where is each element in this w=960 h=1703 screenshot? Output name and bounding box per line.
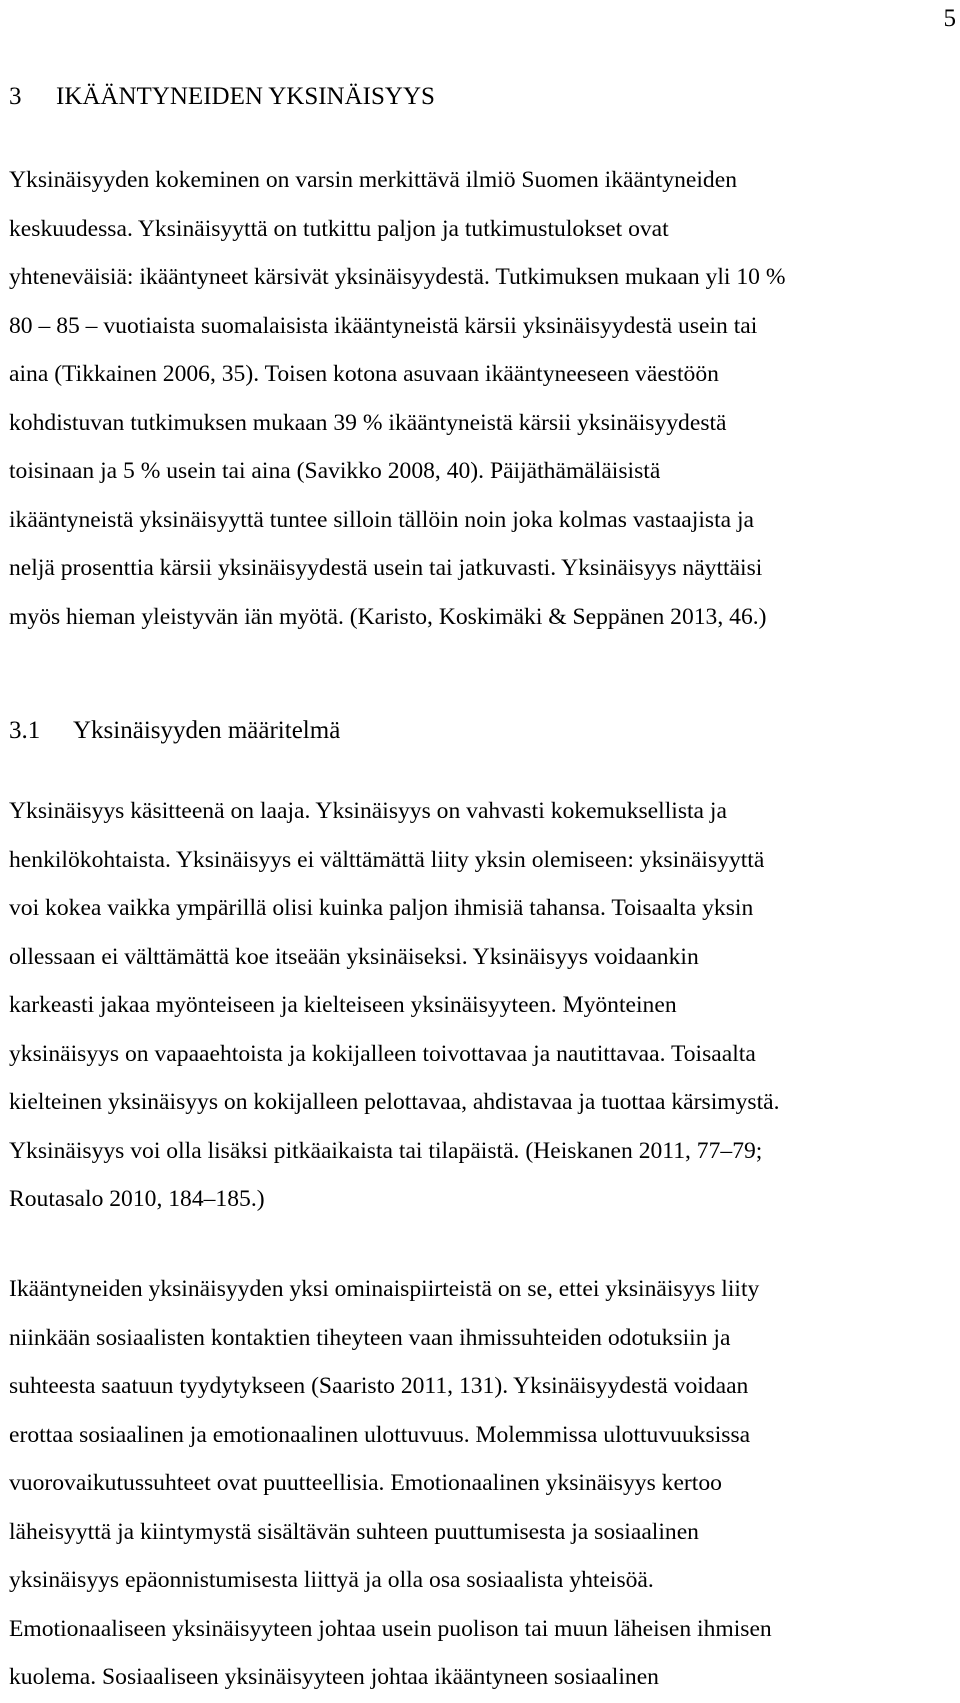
section-number: 3: [9, 83, 22, 110]
text-line: niinkään sosiaalisten kontaktien tiheyteen vaan ihmissuhteiden odotuksiin ja: [9, 1324, 731, 1351]
text-line: ollessaan ei välttämättä koe itseään yksinäiseksi. Yksinäisyys voidaankin: [9, 943, 699, 970]
text-line: erottaa sosiaalinen ja emotionaalinen ulottuvuus. Molemmissa ulottuvuuksissa: [9, 1421, 751, 1448]
section-heading: [9, 82, 435, 112]
text-line: Yksinäisyys voi olla lisäksi pitkäaikaista tai tilapäistä. (Heiskanen 2011, 77–79;: [9, 1137, 763, 1164]
text-line: yksinäisyys epäonnistumisesta liittyä ja olla osa sosiaalista yhteisöä.: [9, 1567, 654, 1593]
text-line: 80 – 85 – vuotiaista suomalaisista ikääntyneistä kärsii yksinäisyydestä usein tai: [9, 312, 758, 339]
text-line: kielteinen yksinäisyys on kokijalleen pelottavaa, ahdistavaa ja tuottaa kärsimystä.: [9, 1089, 780, 1115]
text-line: yksinäisyys on vapaaehtoista ja kokijalleen toivottavaa ja nautittavaa. Toisaalta: [9, 1040, 756, 1067]
text-line: henkilökohtaista. Yksinäisyys ei välttämättä liity yksin olemiseen: yksinäisyyttä: [9, 846, 765, 873]
text-line: karkeasti jakaa myönteiseen ja kielteiseen yksinäisyyteen. Myönteinen: [9, 992, 677, 1018]
page-number: 5: [943, 5, 956, 32]
text-line: keskuudessa. Yksinäisyyttä on tutkittu paljon ja tutkimustulokset ovat: [9, 215, 669, 242]
text-line: Ikääntyneiden yksinäisyyden yksi ominaispiirteistä on se, ettei yksinäisyys liity: [9, 1276, 760, 1302]
subsection-title: Yksinäisyyden määritelmä: [73, 717, 341, 744]
text-line: läheisyyttä ja kiintymystä sisältävän suhteen puuttumisesta ja sosiaalinen: [9, 1518, 699, 1545]
text-line: kuolema. Sosiaaliseen yksinäisyyteen johtaa ikääntyneen sosiaalinen: [9, 1664, 659, 1690]
text-line: ikääntyneistä yksinäisyyttä tuntee silloin tällöin noin joka kolmas vastaajista ja: [9, 506, 755, 533]
text-line: yhteneväisiä: ikääntyneet kärsivät yksinäisyydestä. Tutkimuksen mukaan yli 10 %: [9, 264, 786, 290]
text-line: Routasalo 2010, 184–185.): [9, 1186, 265, 1212]
section-title: IKÄÄNTYNEIDEN YKSINÄISYYS: [56, 83, 435, 110]
paragraph-1: [9, 156, 954, 641]
subsection-number: 3.1: [9, 717, 41, 744]
subsection-heading: [9, 716, 340, 746]
text-line: vuorovaikutussuhteet ovat puutteellisia. Emotionaalinen yksinäisyys kertoo: [9, 1470, 722, 1496]
text-line: Yksinäisyys käsitteenä on laaja. Yksinäisyys on vahvasti kokemuksellista ja: [9, 798, 727, 824]
text-line: Yksinäisyyden kokeminen on varsin merkittävä ilmiö Suomen ikääntyneiden: [9, 167, 737, 193]
text-line: toisinaan ja 5 % usein tai aina (Savikko 2008, 40). Päijäthämäläisistä: [9, 458, 661, 484]
text-line: Emotionaaliseen yksinäisyyteen johtaa usein puolison tai muun läheisen ihmisen: [9, 1615, 772, 1642]
text-line: voi kokea vaikka ympärillä olisi kuinka paljon ihmisiä tahansa. Toisaalta yksin: [9, 895, 754, 921]
text-line: aina (Tikkainen 2006, 35). Toisen kotona asuvaan ikääntyneeseen väestöön: [9, 361, 719, 387]
paragraph-2: [9, 787, 954, 1224]
text-line: myös hieman yleistyvän iän myötä. (Karisto, Koskimäki & Seppänen 2013, 46.): [9, 603, 767, 630]
text-line: suhteesta saatuun tyydytykseen (Saaristo 2011, 131). Yksinäisyydestä voidaan: [9, 1373, 749, 1399]
paragraph-3: [9, 1265, 954, 1702]
text-line: kohdistuvan tutkimuksen mukaan 39 % ikääntyneistä kärsii yksinäisyydestä: [9, 409, 727, 436]
text-line: neljä prosenttia kärsii yksinäisyydestä usein tai jatkuvasti. Yksinäisyys näyttäisi: [9, 555, 763, 581]
